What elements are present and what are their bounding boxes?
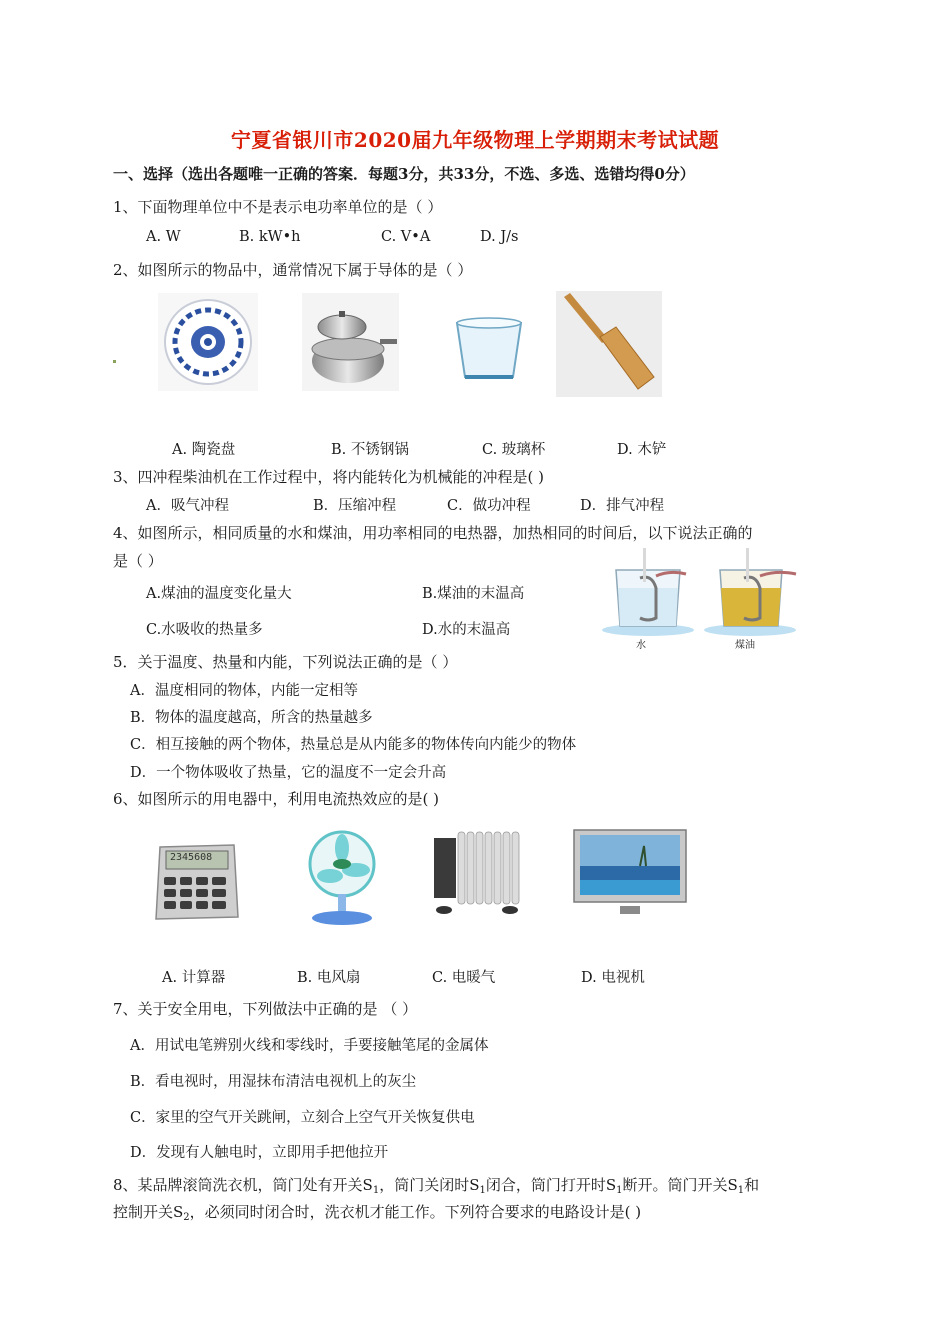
q2-stem: 2、如图所示的物品中，通常情况下属于导体的是（ ）	[113, 261, 473, 279]
subscript: 2	[183, 1212, 190, 1223]
q7-stem: 7、关于安全用电，下列做法中正确的是 （ ）	[113, 1000, 418, 1018]
q4-option-d: D.水的末温高	[422, 622, 511, 638]
q8-stem-line1	[113, 1174, 759, 1196]
calculator-image	[152, 837, 242, 925]
q7-option-a: A．用试电笔辨别火线和零线时，手要接触笔尾的金属体	[130, 1038, 489, 1054]
wooden-spatula-image	[556, 291, 662, 397]
q2-option-d: D. 木铲	[617, 442, 667, 458]
q8-text: 和	[744, 1176, 760, 1194]
beakers-figure	[600, 548, 805, 648]
q7-option-c: C．家里的空气开关跳闸，立刻合上空气开关恢复供电	[130, 1110, 475, 1126]
q1-option-d: D. J/s	[480, 229, 519, 245]
q3-stem: 3、四冲程柴油机在工作过程中，将内能转化为机械能的冲程是( )	[113, 468, 545, 486]
q2-option-b: B. 不锈钢锅	[331, 442, 409, 458]
section-heading: 一、选择（选出各题唯一正确的答案．每题3分，共33分，不选、多选、选错均得0分）	[113, 165, 695, 183]
q2-option-a: A. 陶瓷盘	[172, 442, 236, 458]
subscript: 1	[616, 1185, 623, 1196]
q8-text: 控制开关S	[113, 1203, 184, 1221]
q8-text: 断开。筒门开关S	[622, 1176, 738, 1194]
subscript: 1	[479, 1185, 486, 1196]
q3-option-c: C．做功冲程	[447, 498, 531, 514]
q8-text: ，筒门关闭时S	[379, 1176, 480, 1194]
q6-option-c: C. 电暖气	[432, 970, 496, 986]
steel-pot-image	[302, 293, 399, 391]
electric-fan-image	[298, 830, 384, 928]
q4-option-c: C.水吸收的热量多	[146, 622, 263, 638]
q7-option-b: B．看电视时，用湿抹布清洁电视机上的灰尘	[130, 1074, 417, 1090]
q3-option-b: B．压缩冲程	[313, 498, 397, 514]
glass-cup-image	[443, 293, 535, 391]
q5-option-a: A．温度相同的物体，内能一定相等	[130, 683, 358, 699]
q5-option-c: C．相互接触的两个物体，热量总是从内能多的物体传向内能少的物体	[130, 737, 577, 753]
q6-option-d: D. 电视机	[581, 970, 645, 986]
q7-option-d: D．发现有人触电时，立即用手把他拉开	[130, 1145, 389, 1161]
q8-text: ，必须同时闭合时，洗衣机才能工作。下列符合要求的电路设计是( )	[189, 1203, 642, 1221]
q4-option-a: A.煤油的温度变化量大	[146, 586, 292, 602]
stray-mark	[113, 360, 116, 363]
q6-stem: 6、如图所示的用电器中，利用电流热效应的是( )	[113, 790, 440, 808]
q4-stem-line1: 4、如图所示，相同质量的水和煤油，用功率相同的电热器，加热相同的时间后，以下说法正确的	[113, 524, 753, 542]
q3-option-d: D．排气冲程	[580, 498, 665, 514]
calculator-display: 2345608	[170, 852, 213, 863]
q8-text: 8、某品牌滚筒洗衣机，筒门处有开关S	[113, 1176, 373, 1194]
q1-option-c: C. V•A	[381, 229, 431, 245]
q5-option-b: B．物体的温度越高，所含的热量越多	[130, 710, 373, 726]
electric-heater-image	[430, 822, 526, 928]
subscript: 1	[372, 1185, 380, 1196]
q6-option-a: A. 计算器	[162, 970, 226, 986]
q8-text: 闭合，筒门打开时S	[485, 1176, 617, 1194]
ceramic-plate-image	[158, 293, 258, 391]
q4-option-b: B.煤油的末温高	[422, 586, 525, 602]
q6-option-b: B. 电风扇	[297, 970, 361, 986]
television-image	[570, 826, 690, 920]
page-title: 宁夏省银川市2020届九年级物理上学期期末考试试题	[230, 128, 720, 152]
q4-stem-line2: 是（ ）	[113, 552, 163, 570]
q1-option-a: A. W	[146, 229, 181, 245]
q1-stem: 1、下面物理单位中不是表示电功率单位的是（ ）	[113, 198, 443, 216]
q1-option-b: B. kW•h	[239, 229, 301, 245]
q2-option-c: C. 玻璃杯	[482, 442, 546, 458]
q5-stem: 5．关于温度、热量和内能，下列说法正确的是（ ）	[113, 653, 458, 671]
q5-option-d: D．一个物体吸收了热量，它的温度不一定会升高	[130, 765, 447, 781]
kerosene-label: 煤油	[735, 640, 755, 651]
water-label: 水	[636, 640, 646, 651]
q3-option-a: A．吸气冲程	[146, 498, 229, 514]
q8-stem-line2	[113, 1201, 641, 1223]
subscript: 1	[737, 1185, 745, 1196]
